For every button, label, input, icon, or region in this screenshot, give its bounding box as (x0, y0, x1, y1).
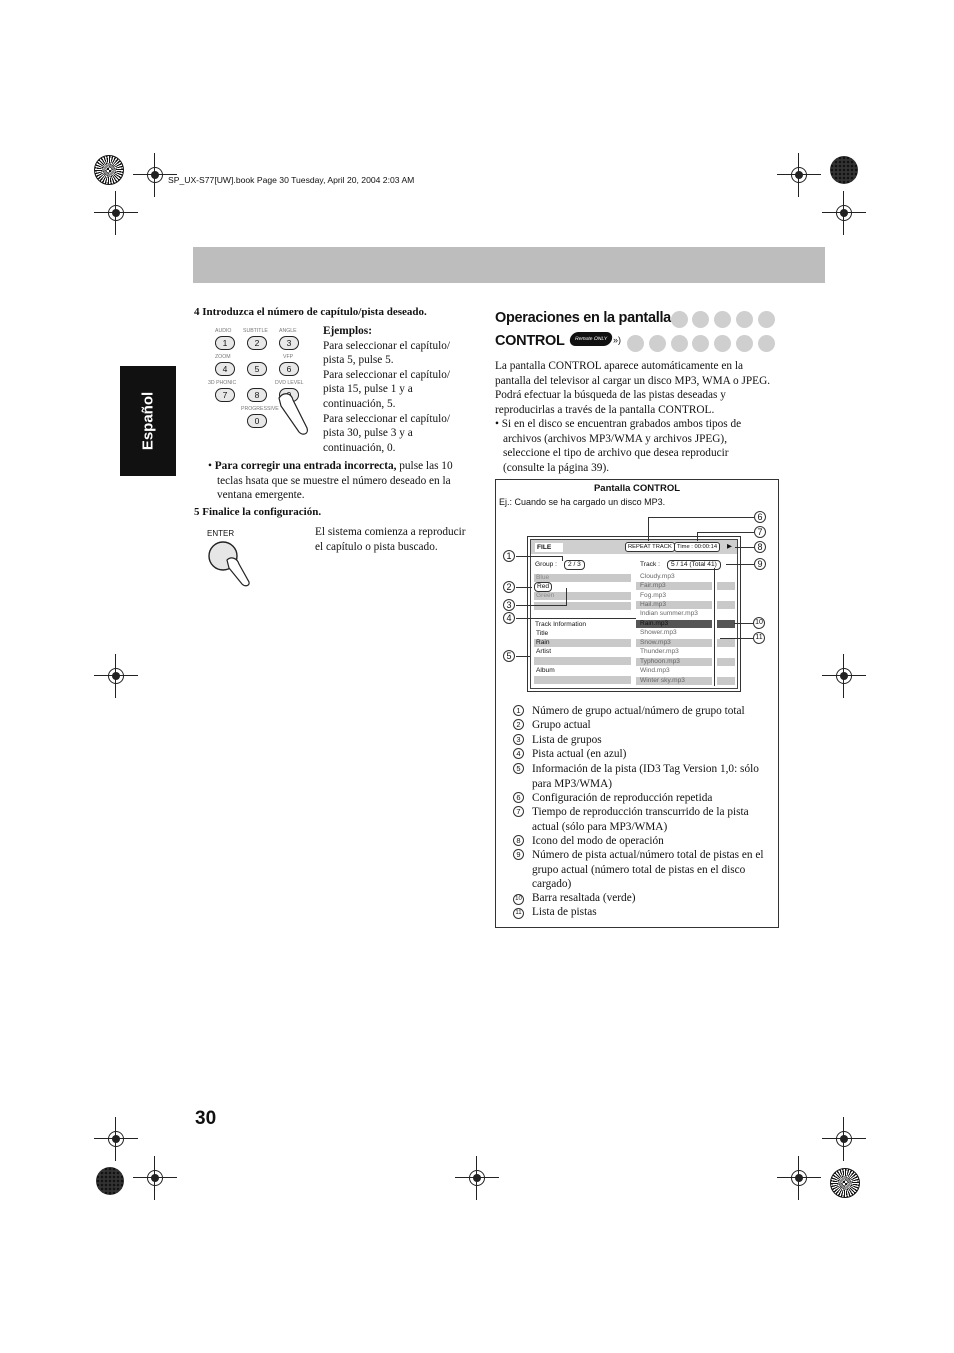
track-item[interactable]: Hail.mp3 (640, 601, 667, 608)
callout-11: 11 (753, 632, 765, 644)
callout-4: 4 (503, 612, 515, 624)
play-mode-icon: ▶ (727, 543, 733, 550)
key-7[interactable]: 7 (215, 388, 235, 402)
enter-description: El sistema comienza a reproducir el capítulo o pista buscado. (315, 526, 466, 553)
callout-5: 5 (503, 650, 515, 662)
control-box-title: Pantalla CONTROL (593, 483, 681, 494)
heading-dot (627, 335, 644, 352)
callout-8: 8 (754, 541, 766, 553)
track-item[interactable]: Shower.mp3 (640, 629, 677, 636)
registration-disc-icon (830, 156, 858, 184)
step-5-title: 5 Finalice la configuración. (194, 506, 322, 518)
track-label: Track : (640, 561, 660, 568)
group-item-current[interactable]: Red (534, 582, 552, 592)
track-item[interactable]: Snow.mp3 (640, 639, 671, 646)
track-info-title: Track Information (535, 621, 587, 628)
header-line: SP_UX-S77[UW].book Page 30 Tuesday, April 20, 2004 2:03 AM (168, 175, 415, 185)
key-0[interactable]: 0 (247, 414, 267, 428)
group-counter: 2 / 3 (564, 560, 585, 570)
key-2[interactable]: 2 (247, 336, 267, 350)
control-screen (530, 539, 738, 689)
callout-6: 6 (754, 511, 766, 523)
registration-crosshair-icon (777, 1156, 821, 1200)
callout-9: 9 (754, 558, 766, 570)
heading-dot (714, 311, 731, 328)
track-item-current[interactable]: Rain.mp3 (640, 620, 669, 627)
heading-dot (714, 335, 731, 352)
key-3[interactable]: 3 (279, 336, 299, 350)
group-label: Group : (535, 561, 557, 568)
info-album-label: Album (536, 667, 555, 674)
key-6[interactable]: 6 (279, 362, 299, 376)
legend-item: 3 Lista de grupos (513, 733, 772, 748)
track-counter: 5 / 14 (Total 41) (667, 560, 721, 570)
language-tab: Español (120, 366, 176, 476)
track-item[interactable]: Indian summer.mp3 (640, 610, 698, 617)
heading-dot (758, 335, 775, 352)
section-heading-line1: Operaciones en la pantalla (495, 310, 671, 326)
section-banner (193, 247, 825, 283)
file-type-note: • Si en el disco se encuentran grabados ambos tipos de archivos (archivos MP3/WMA y archivos JPEG), seleccione el tipo de archivo que desea reproducir (consulte la página 39). (495, 418, 742, 474)
info-artist-label: Artist (536, 648, 552, 655)
file-label: FILE (537, 544, 552, 551)
enter-label: ENTER (207, 529, 235, 538)
group-item[interactable]: Green (536, 592, 555, 599)
registration-burst-icon (94, 155, 124, 185)
key-4[interactable]: 4 (215, 362, 235, 376)
registration-crosshair-icon (133, 1156, 177, 1200)
registration-crosshair-icon (94, 191, 138, 235)
legend-item: 7 Tiempo de reproducción transcurrido de la pista actual (sólo para MP3/WMA) (513, 805, 772, 834)
track-item[interactable]: Typhoon.mp3 (640, 658, 680, 665)
legend-item: 2 Grupo actual (513, 718, 772, 733)
key-5[interactable]: 5 (247, 362, 267, 376)
finger-press-icon (277, 392, 313, 436)
legend-item: 1 Número de grupo actual/número de grupo total (513, 704, 772, 719)
heading-dot (649, 335, 666, 352)
track-item[interactable]: Fair.mp3 (640, 582, 666, 589)
legend-item: 6 Configuración de reproducción repetida (513, 791, 772, 806)
scroll-cell (717, 582, 735, 590)
page-number: 30 (195, 1108, 217, 1129)
heading-dot (671, 335, 688, 352)
info-title-label: Title (536, 630, 549, 637)
heading-dot (692, 311, 709, 328)
track-item[interactable]: Fog.mp3 (640, 592, 667, 599)
elapsed-time: Time : 00:00:14 (674, 542, 720, 552)
registration-crosshair-icon (455, 1156, 499, 1200)
registration-crosshair-icon (777, 153, 821, 197)
legend-item: 4 Pista actual (en azul) (513, 747, 772, 762)
control-box-subtitle: Ej.: Cuando se ha cargado un disco MP3. (499, 497, 666, 507)
remote-only-badge: Remote ONLY (569, 332, 614, 346)
heading-dot (736, 335, 753, 352)
track-item[interactable]: Wind.mp3 (640, 667, 670, 674)
legend-item: 10 Barra resaltada (verde) (513, 891, 772, 906)
group-item[interactable]: Blue (536, 574, 550, 581)
callout-1: 1 (503, 550, 515, 562)
examples-title: Ejemplos: (323, 325, 372, 337)
key-1[interactable]: 1 (215, 336, 235, 350)
legend-item: 11 Lista de pistas (513, 905, 772, 920)
remote-signal-icon: ») (613, 335, 622, 345)
registration-crosshair-icon (822, 654, 866, 698)
legend-item: 9 Número de pista actual/número total de pistas en el grupo actual (número total de pistas en el disco cargado) (513, 848, 772, 892)
enter-button-icon[interactable] (205, 538, 255, 588)
intro-paragraph: La pantalla CONTROL aparece automáticamente en la pantalla del televisor al cargar un disco MP3, WMA o JPEG. Podrá efectuar la búsqueda de las pistas deseadas y reproducirlas a través de la pantalla CONTROL. (495, 360, 771, 416)
correction-note: • Para corregir una entrada incorrecta, pulse las 10 teclas hsata que se muestre el número deseado en la ventana emergente. (208, 460, 453, 502)
info-title-value: Rain (536, 639, 550, 646)
registration-disc-icon (96, 1167, 124, 1195)
callout-7: 7 (754, 526, 766, 538)
step-4-title: 4 Introduzca el número de capítulo/pista deseado. (194, 306, 427, 318)
remote-keypad: AUDIO SUBTITLE ANGLE 1 2 3 ZOOM VFP 4 5 6 3D PHONIC DVD LEVEL 7 8 PROGRESSIVE 0 (205, 326, 315, 436)
registration-crosshair-icon (94, 1117, 138, 1161)
track-item[interactable]: Cloudy.mp3 (640, 573, 675, 580)
registration-crosshair-icon (822, 1117, 866, 1161)
legend-item: 8 Icono del modo de operación (513, 834, 772, 849)
track-item[interactable]: Winter sky.mp3 (640, 677, 685, 684)
key-8[interactable]: 8 (247, 388, 267, 402)
registration-burst-icon (830, 1168, 860, 1198)
examples-block: Ejemplos: Para seleccionar el capítulo/ pista 5, pulse 5. Para seleccionar el capítulo/ pista 15, pulse 1 y a continuación, 5. Para seleccionar el capítulo/ pista 30, pulse 3 y a continuación, 0. (323, 324, 473, 455)
track-item[interactable]: Thunder.mp3 (640, 648, 679, 655)
registration-crosshair-icon (94, 654, 138, 698)
registration-crosshair-icon (822, 191, 866, 235)
callout-10: 10 (753, 617, 765, 629)
repeat-mode: REPEAT TRACK (625, 542, 675, 552)
callout-2: 2 (503, 581, 515, 593)
heading-dot (758, 311, 775, 328)
callout-3: 3 (503, 599, 515, 611)
legend-item: 5 Información de la pista (ID3 Tag Version 1,0: sólo para MP3/WMA) (513, 762, 772, 791)
heading-dot (692, 335, 709, 352)
section-heading-line2: CONTROL (495, 333, 565, 349)
heading-dot (736, 311, 753, 328)
heading-dot (671, 311, 688, 328)
